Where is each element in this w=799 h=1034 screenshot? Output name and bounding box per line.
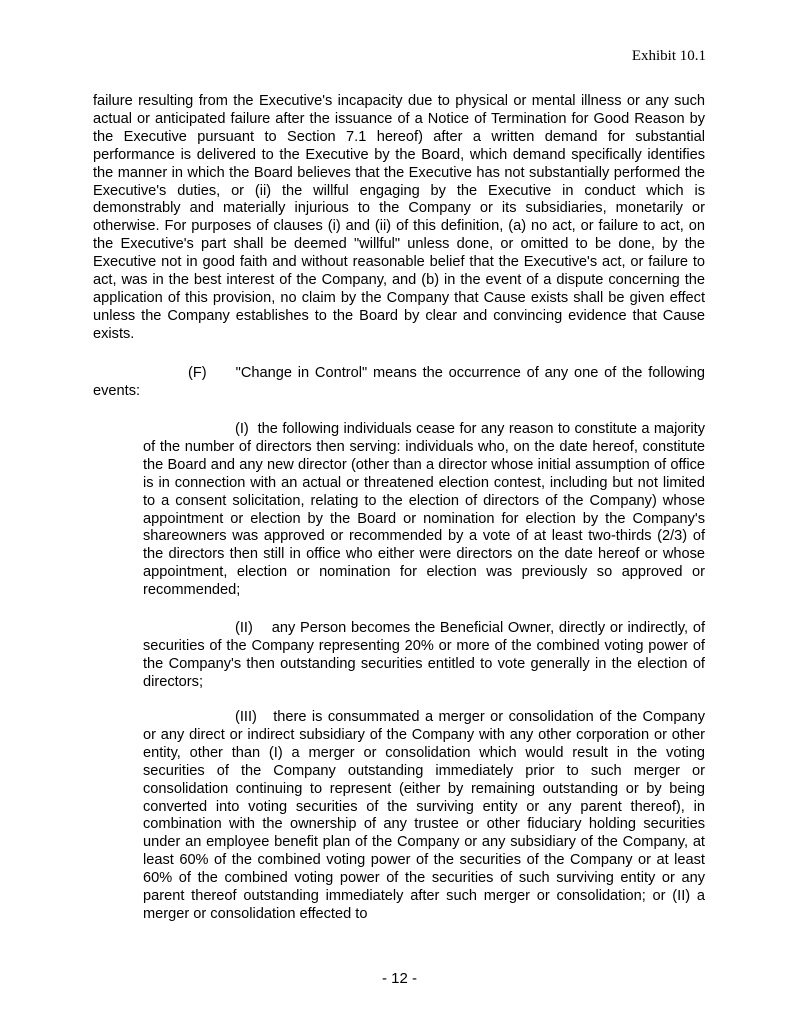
clause-i-board-composition: (I) the following individuals cease for any reason to constitute a majority of the number of directors then serving: individuals who, on the date hereof, constitute the Board and any new director (other than a director whose initial assumption of office is in connection with an actual or threatened election contest, including but not limited to a consent solicitation, relating to the election of directors of the Company) whose appointment or election by the Board or nomination for election by the Company's shareowners was approved or recommended by a vote of at least two-thirds (2/3) of the directors then still in office who either were directors on the date hereof or whose appointment, election or nomination for election was previously so approved or recommended; <box>143 421 705 599</box>
paragraph-change-in-control: (F) "Change in Control" means the occurrence of any one of the following events: <box>93 365 705 399</box>
page-number: - 12 - <box>381 970 417 987</box>
exhibit-label: Exhibit 10.1 <box>631 48 706 64</box>
clause-ii-beneficial-owner: (II) any Person becomes the Beneficial Owner, directly or indirectly, of securities of the Company representing 20% or more of the combined voting power of the Company's then outstanding securities entitled to vote generally in the election of directors; <box>143 620 705 690</box>
paragraph-cause-definition: failure resulting from the Executive's incapacity due to physical or mental illness or any such actual or anticipated failure after the issuance of a Notice of Termination for Good Reason by the Executive pursuant to Section 7.1 hereof) after a written demand for substantial performance is delivered to the Executive by the Board, which demand specifically identifies the manner in which the Board believes that the Executive has not substantially performed the Executive's duties, or (ii) the willful engaging by the Executive in conduct which is demonstrably and materially injurious to the Company or its subsidiaries, monetarily or otherwise. For purposes of clauses (i) and (ii) of this definition, (a) no act, or failure to act, on the Executive's part shall be deemed "willful" unless done, or omitted to be done, by the Executive not in good faith and without reasonable belief that the Executive's act, or failure to act, was in the best interest of the Company, and (b) in the event of a dispute concerning the application of this provision, no claim by the Company that Cause exists shall be given effect unless the Company establishes to the Board by clear and convincing evidence that Cause exists. <box>93 93 705 342</box>
clause-iii-merger: (III) there is consummated a merger or consolidation of the Company or any direct or indirect subsidiary of the Company with any other corporation or other entity, other than (I) a merger or consolidation which would result in the voting securities of the Company outstanding immediately prior to such merger or consolidation continuing to represent (either by remaining outstanding or by being converted into voting securities of the surviving entity or any parent thereof), in combination with the ownership of any trustee or other fiduciary holding securities under an employee benefit plan of the Company or any subsidiary of the Company, at least 60% of the combined voting power of the securities of the Company or at least 60% of the combined voting power of the securities of such surviving entity or any parent thereof outstanding immediately after such merger or consolidation; or (II) a merger or consolidation effected to <box>143 709 705 922</box>
